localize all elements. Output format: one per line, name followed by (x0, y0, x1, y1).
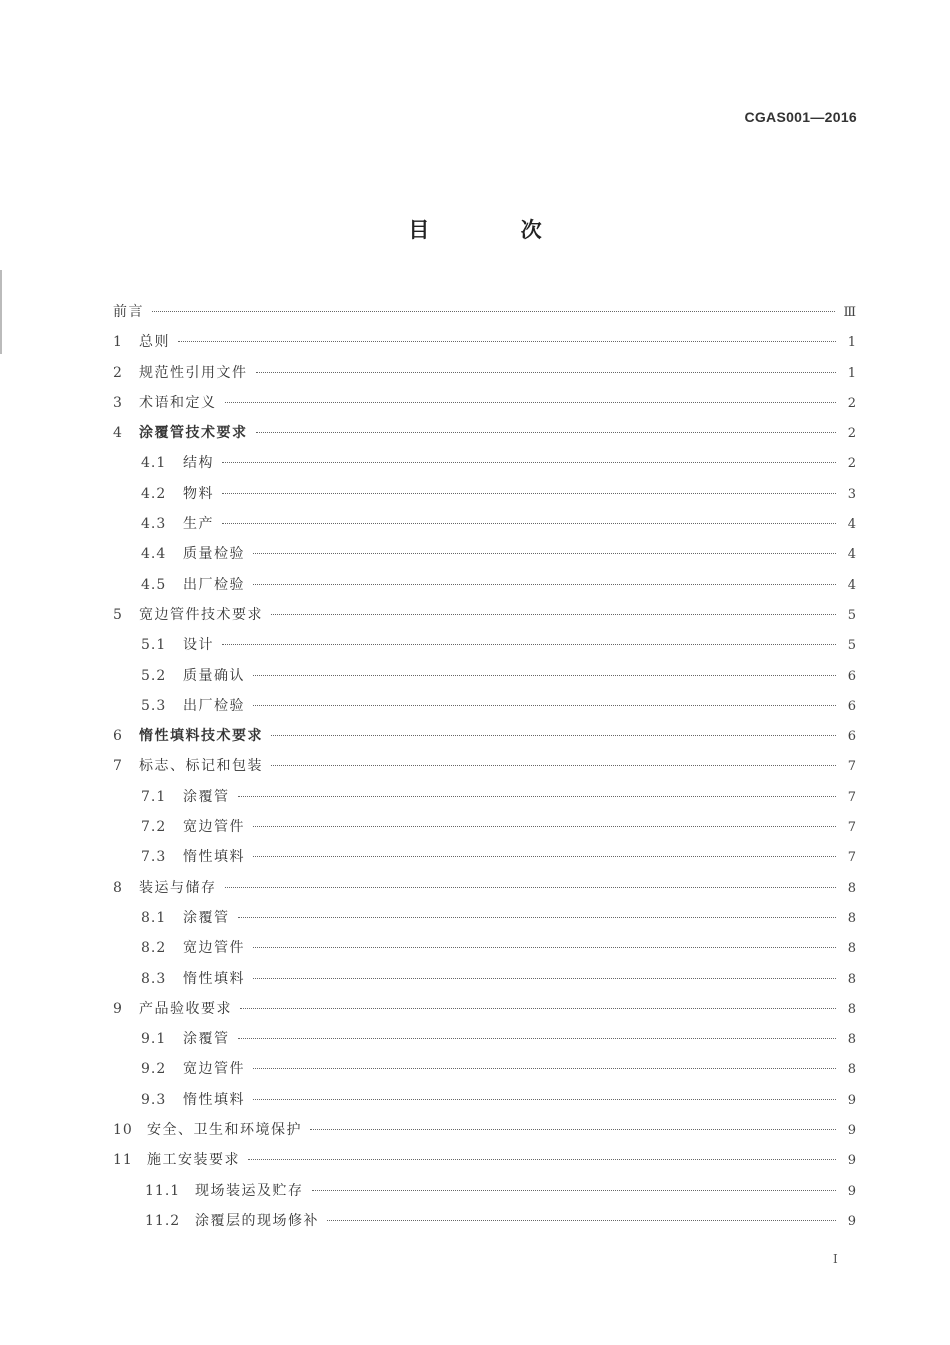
toc-entry[interactable] (113, 600, 856, 630)
toc-entry-page: 6 (847, 668, 856, 684)
toc-dot-leader (253, 978, 836, 979)
toc-entry-title: 涂覆管 (183, 1031, 230, 1048)
toc-entry-title: 现场装运及贮存 (195, 1182, 304, 1199)
toc-entry-number: 11 (113, 1152, 133, 1169)
toc-entry-number: 9.1 (141, 1031, 167, 1048)
toc-entry-title: 生产 (183, 516, 214, 533)
toc-dot-leader (253, 1099, 836, 1100)
toc-entry[interactable] (113, 1054, 856, 1084)
toc-entry-number: 8.3 (141, 970, 167, 987)
toc-entry-title: 宽边管件 (183, 819, 245, 836)
page-folio: I (833, 1252, 838, 1266)
toc-entry-title: 总则 (139, 334, 170, 351)
toc-entry-number: 4.4 (141, 546, 167, 563)
binding-mark (0, 270, 2, 354)
toc-dot-leader (248, 1159, 836, 1160)
toc-dot-leader (222, 523, 836, 524)
toc-entry-number: 7.3 (141, 849, 167, 866)
toc-entry-page: 8 (847, 1032, 856, 1048)
toc-entry-page: 5 (847, 607, 856, 623)
toc-entry[interactable] (113, 1206, 856, 1236)
toc-entry[interactable] (113, 448, 856, 478)
toc-entry-number: 7.1 (141, 788, 167, 805)
toc-entry-title: 物料 (183, 485, 214, 502)
toc-dot-leader (256, 432, 837, 433)
toc-entry-title: 设计 (183, 637, 214, 654)
toc-entry-page: 7 (847, 850, 856, 866)
toc-dot-leader (253, 856, 836, 857)
toc-dot-leader (253, 826, 836, 827)
toc-entry-page: 8 (847, 971, 856, 987)
toc-entry-page: 4 (847, 577, 856, 593)
toc-entry-title: 惰性填料 (183, 970, 245, 987)
toc-dot-leader (253, 675, 836, 676)
toc-entry[interactable] (113, 479, 856, 509)
toc-entry-title: 出厂检验 (183, 576, 245, 593)
toc-entry-number: 10 (113, 1122, 133, 1139)
toc-dot-leader (253, 584, 836, 585)
toc-entry-page: 3 (847, 486, 856, 502)
toc-entry[interactable] (113, 509, 856, 539)
toc-dot-leader (238, 917, 837, 918)
toc-entry-title: 质量确认 (183, 667, 245, 684)
toc-entry[interactable] (113, 903, 856, 933)
toc-entry-title: 产品验收要求 (139, 1000, 232, 1017)
toc-dot-leader (253, 1068, 836, 1069)
toc-entry-number: 9 (113, 1000, 123, 1017)
toc-entry-number: 11.2 (145, 1212, 181, 1229)
toc-entry-title: 宽边管件 (183, 940, 245, 957)
toc-entry-number: 3 (113, 394, 123, 411)
toc-entry-number: 2 (113, 364, 123, 381)
toc-entry[interactable] (113, 539, 856, 569)
toc-entry-title: 安全、卫生和环境保护 (147, 1122, 302, 1139)
toc-entry-number: 9.2 (141, 1061, 167, 1078)
toc-entry-title: 涂覆管 (183, 788, 230, 805)
toc-entry-title: 惰性填料 (183, 1091, 245, 1108)
toc-dot-leader (240, 1008, 836, 1009)
toc-entry-page: 2 (847, 395, 856, 411)
toc-entry[interactable] (113, 1024, 856, 1054)
toc-entry[interactable] (113, 388, 856, 418)
toc-dot-leader (222, 493, 836, 494)
toc-entry-title: 宽边管件 (183, 1061, 245, 1078)
table-of-contents (113, 297, 856, 1236)
toc-entry-title: 前言 (113, 304, 144, 320)
toc-entry-number: 8 (113, 879, 123, 896)
toc-entry-number: 4.5 (141, 576, 167, 593)
toc-entry[interactable] (113, 358, 856, 388)
toc-dot-leader (253, 553, 836, 554)
toc-dot-leader (256, 372, 837, 373)
toc-dot-leader (238, 796, 837, 797)
toc-entry-number: 5.3 (141, 697, 167, 714)
toc-entry-title: 标志、标记和包装 (139, 758, 263, 775)
toc-entry-number: 4.2 (141, 485, 167, 502)
toc-entry-number: 4.3 (141, 516, 167, 533)
toc-dot-leader (222, 462, 836, 463)
toc-entry-number: 6 (113, 728, 123, 745)
toc-entry-page: 1 (847, 365, 856, 381)
toc-entry-title: 装运与储存 (139, 879, 217, 896)
toc-entry-page: 4 (847, 517, 856, 533)
toc-entry-number: 8.1 (141, 909, 167, 926)
toc-entry-title: 规范性引用文件 (139, 364, 248, 381)
toc-entry-title: 术语和定义 (139, 394, 217, 411)
toc-entry-number: 5.1 (141, 637, 167, 654)
toc-entry-number: 8.2 (141, 940, 167, 957)
toc-entry-title: 出厂检验 (183, 697, 245, 714)
toc-entry-page: 7 (847, 789, 856, 805)
toc-entry-page: 8 (847, 941, 856, 957)
toc-entry-title: 质量检验 (183, 546, 245, 563)
toc-entry[interactable] (113, 418, 856, 448)
toc-entry-title: 宽边管件技术要求 (139, 606, 263, 623)
toc-dot-leader (152, 311, 835, 312)
toc-entry[interactable] (113, 873, 856, 903)
toc-entry-page: 9 (847, 1092, 856, 1108)
toc-entry-page: 9 (847, 1213, 856, 1229)
toc-entry-page: 2 (847, 456, 856, 472)
toc-entry-number: 5 (113, 606, 123, 623)
toc-dot-leader (253, 947, 836, 948)
toc-entry-page: 8 (847, 910, 856, 926)
toc-entry-title: 涂覆管技术要求 (139, 425, 248, 442)
toc-entry[interactable] (113, 994, 856, 1024)
toc-entry[interactable] (113, 1145, 856, 1175)
toc-dot-leader (271, 614, 836, 615)
toc-entry-page: 8 (847, 1062, 856, 1078)
toc-entry[interactable] (113, 1085, 856, 1115)
toc-entry[interactable] (113, 933, 856, 963)
toc-entry-page: 1 (847, 335, 856, 351)
standard-code: CGAS001—2016 (744, 109, 857, 125)
toc-dot-leader (310, 1129, 836, 1130)
toc-entry[interactable] (113, 327, 856, 357)
toc-entry-title: 施工安装要求 (147, 1152, 240, 1169)
toc-entry-page: 2 (847, 426, 856, 442)
toc-dot-leader (327, 1220, 836, 1221)
toc-dot-leader (312, 1190, 837, 1191)
toc-entry-number: 7 (113, 758, 123, 775)
toc-dot-leader (253, 705, 836, 706)
toc-entry-page: 7 (847, 759, 856, 775)
toc-entry-title: 涂覆层的现场修补 (195, 1212, 319, 1229)
page-title: 目 次 (408, 217, 584, 242)
toc-entry-number: 4.1 (141, 455, 167, 472)
toc-entry-title: 惰性填料技术要求 (139, 728, 263, 745)
toc-entry[interactable] (113, 721, 856, 751)
toc-entry-title: 结构 (183, 455, 214, 472)
toc-dot-leader (225, 887, 837, 888)
toc-entry-number: 7.2 (141, 819, 167, 836)
toc-dot-leader (271, 735, 836, 736)
toc-dot-leader (222, 644, 836, 645)
toc-entry-page: 4 (847, 547, 856, 563)
toc-dot-leader (271, 765, 836, 766)
toc-entry-page: 8 (847, 1001, 856, 1017)
toc-dot-leader (225, 402, 837, 403)
toc-entry-page: 6 (847, 698, 856, 714)
toc-entry-page: 9 (847, 1123, 856, 1139)
toc-entry[interactable] (113, 964, 856, 994)
toc-entry[interactable] (113, 297, 856, 327)
toc-entry-page: 7 (847, 820, 856, 836)
toc-entry-number: 9.3 (141, 1091, 167, 1108)
toc-entry-number: 5.2 (141, 667, 167, 684)
toc-entry-page: 8 (847, 880, 856, 896)
toc-entry-title: 惰性填料 (183, 849, 245, 866)
toc-dot-leader (178, 341, 836, 342)
toc-entry-number: 4 (113, 425, 123, 442)
toc-entry-page: Ⅲ (843, 305, 856, 320)
toc-entry[interactable] (113, 1176, 856, 1206)
toc-entry[interactable] (113, 812, 856, 842)
toc-entry[interactable] (113, 570, 856, 600)
toc-entry[interactable] (113, 661, 856, 691)
toc-entry-number: 11.1 (145, 1182, 181, 1199)
toc-entry[interactable] (113, 782, 856, 812)
toc-entry-number: 1 (113, 334, 123, 351)
toc-entry-page: 9 (847, 1153, 856, 1169)
toc-entry[interactable] (113, 842, 856, 872)
toc-entry-page: 5 (847, 638, 856, 654)
toc-entry[interactable] (113, 691, 856, 721)
toc-entry[interactable] (113, 751, 856, 781)
toc-dot-leader (238, 1038, 837, 1039)
toc-entry[interactable] (113, 1115, 856, 1145)
toc-entry[interactable] (113, 630, 856, 660)
toc-entry-page: 9 (847, 1183, 856, 1199)
toc-entry-title: 涂覆管 (183, 909, 230, 926)
toc-entry-page: 6 (847, 729, 856, 745)
